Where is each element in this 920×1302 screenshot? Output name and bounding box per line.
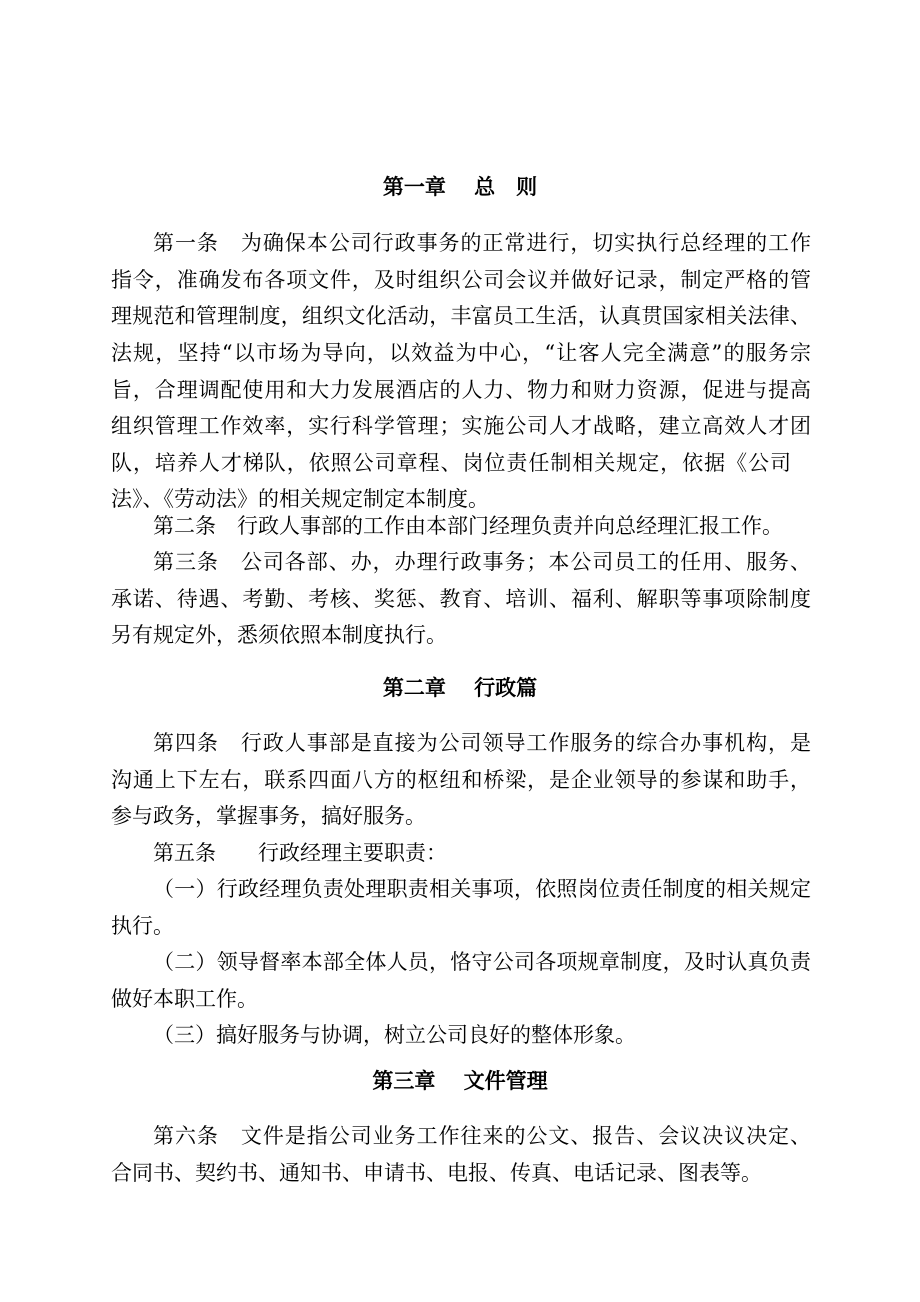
article-1-line: 组织管理工作效率，实行科学管理；实施公司人才战略，建立高效人才团	[111, 414, 811, 438]
duty-item-1-line: 执行。	[111, 914, 174, 938]
article-3-line: 另有规定外，悉须依照本制度执行。	[111, 623, 447, 647]
article-1-line: 法》、《劳动法》的相关规定制定本制度。	[111, 487, 489, 511]
duty-item-2-line: 做好本职工作。	[111, 987, 258, 1011]
article-4-line: 沟通上下左右，联系四面八方的枢纽和桥梁，是企业领导的参谋和助手，	[111, 768, 811, 792]
chapter-heading: 第三章 文件管理	[372, 1068, 548, 1093]
article-1-line: 第一条 为确保本公司行政事务的正常进行，切实执行总经理的工作	[153, 231, 811, 255]
article-4-line: 参与政务，掌握事务，搞好服务。	[111, 804, 426, 828]
duty-item-1-line: （一）行政经理负责处理职责相关事项，依照岗位责任制度的相关规定	[153, 877, 811, 901]
article-5-line: 第五条 行政经理主要职责：	[153, 841, 447, 865]
article-1-line: 旨，合理调配使用和大力发展酒店的人力、物力和财力资源，促进与提高	[111, 378, 811, 402]
article-6-line: 合同书、契约书、通知书、申请书、电报、传真、电话记录、图表等。	[111, 1161, 762, 1185]
duty-item-2-line: （二）领导督率本部全体人员，恪守公司各项规章制度，及时认真负责	[153, 950, 811, 974]
article-1-line: 法规，坚持“以市场为导向，以效益为中心，“让客人完全满意”的服务宗	[111, 341, 811, 365]
article-3-line: 第三条 公司各部、办，办理行政事务；本公司员工的任用、服务、	[153, 550, 811, 574]
article-1-line: 理规范和管理制度，组织文化活动，丰富员工生活，认真贯国家相关法律、	[111, 304, 811, 328]
article-4-line: 第四条 行政人事部是直接为公司领导工作服务的综合办事机构，是	[153, 731, 811, 755]
article-1-line: 指令，准确发布各项文件，及时组织公司会议并做好记录，制定严格的管	[111, 268, 811, 292]
article-1-line: 队，培养人才梯队，依照公司章程、岗位责任制相关规定，依据《公司	[111, 451, 791, 475]
article-3-line: 承诺、待遇、考勤、考核、奖惩、教育、培训、福利、解职等事项除制度	[111, 587, 811, 611]
duty-item-3-line: （三）搞好服务与协调，树立公司良好的整体形象。	[153, 1023, 636, 1047]
article-2-line: 第二条 行政人事部的工作由本部门经理负责并向总经理汇报工作。	[153, 514, 783, 538]
chapter-heading: 第二章 行政篇	[382, 675, 538, 700]
chapter-heading: 第一章 总 则	[382, 174, 538, 199]
article-6-line: 第六条 文件是指公司业务工作往来的公文、报告、会议决议决定、	[153, 1124, 811, 1148]
